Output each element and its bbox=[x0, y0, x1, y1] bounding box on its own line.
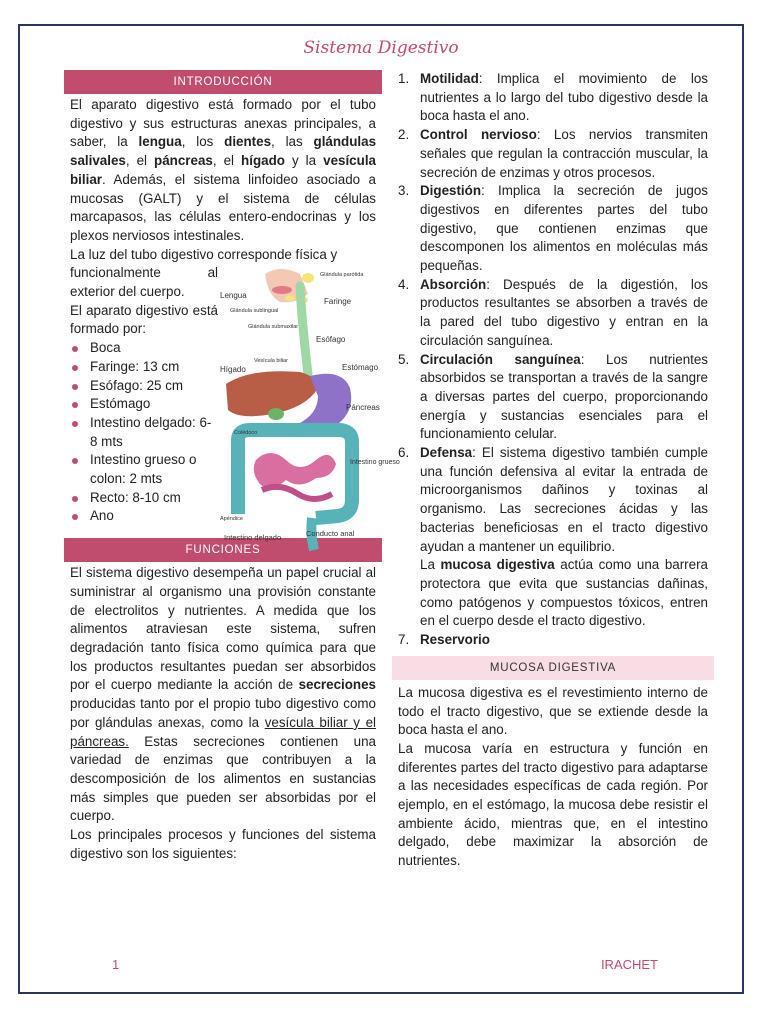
intro-formed-by: El aparato digestivo está formado por: bbox=[70, 302, 218, 337]
small-intestine-shape bbox=[254, 453, 336, 488]
label-lengua: Lengua bbox=[220, 291, 247, 301]
left-column bbox=[70, 70, 400, 863]
tongue-shape bbox=[272, 286, 292, 294]
label-faringe: Faringe bbox=[324, 297, 352, 307]
section-heading-mucosa: MUCOSA DIGESTIVA bbox=[392, 656, 714, 680]
right-column bbox=[398, 70, 708, 871]
list-item: 6. Defensa: El sistema digestivo también cumple una función defensiva al evitar la entrada de microorganismos dañinos y toxinas al organismo. Las secreciones ácidas y las bacterias beneficiosas en el tracto digestivo ayudan a mantener un equilibrio. bbox=[398, 445, 708, 554]
mucosa-paragraph-1: La mucosa digestiva es el revestimiento interno de todo el tracto digestivo, que se extiende desde la boca hasta el ano. bbox=[398, 684, 708, 738]
section-heading-introduccion: INTRODUCCIÓN bbox=[64, 70, 382, 94]
funciones-paragraph: El sistema digestivo desempeña un papel crucial al suministrar al organismo una provisión constante de electrolitos y nutrientes. A medida que los alimentos atraviesan este sistema, sufren degradación tanto física como química para que los productos resultantes puedan ser absorbidos por el cuerpo mediante la acción de secreciones producidas tanto por el propio tubo digestivo como por glándulas anexas, como la vesícula biliar y el páncreas. Estas secreciones contienen una variedad de enzimas que contribuyen a la descomposición de los alimentos en sustancias más simples que pueden ser absorbidas por el cuerpo. bbox=[70, 565, 376, 824]
list-item: Intestino delgado: 6-8 mts bbox=[70, 414, 218, 451]
label-estomago: Estómago bbox=[342, 363, 379, 373]
label-conducto-anal: Conducto anal bbox=[306, 529, 355, 539]
label-parotida: Glándula parótida bbox=[320, 272, 364, 279]
list-item: Estómago bbox=[70, 395, 218, 414]
list-item: 4. Absorción: Después de la digestión, los productos resultantes se absorben a través de la pared del tubo digestivo y entran en la circulación sanguínea. bbox=[398, 276, 708, 348]
label-higado: Hígado bbox=[220, 365, 246, 375]
label-intestino-grueso: Intestino grueso bbox=[350, 459, 400, 467]
label-coledoco: Colédoco bbox=[234, 430, 258, 437]
label-esofago: Esófago bbox=[316, 335, 346, 345]
list-item: Ano bbox=[70, 507, 218, 526]
small-intestine-loop bbox=[262, 487, 332, 499]
list-item: Boca bbox=[70, 339, 218, 358]
document-title: Sistema Digestivo bbox=[303, 38, 459, 58]
list-item: Faringe: 13 cm bbox=[70, 358, 218, 377]
list-item: 7. Reservorio bbox=[398, 632, 490, 648]
label-sublingual: Glándula sublingual bbox=[230, 308, 279, 315]
intro-lumen-line: La luz del tubo digestivo corresponde física y bbox=[70, 246, 338, 262]
functions-list bbox=[398, 70, 708, 556]
section-heading-funciones: FUNCIONES bbox=[64, 538, 382, 562]
digestive-system-illustration bbox=[220, 264, 400, 556]
intro-paragraph: El aparato digestivo está formado por el tubo digestivo y sus estructuras anexas principales, a saber, la lengua, los dientes, las glándulas salivales, el páncreas, el hígado y la vesícula biliar. Además, el sistema linfoideo asociado a mucosas (GALT) y el sistema de células marcapasos, las células entero-endocrinas y los plexos nerviosos intestinales. bbox=[70, 97, 377, 243]
document-page bbox=[18, 24, 744, 994]
mucosa-paragraph-2: La mucosa varía en estructura y función en diferentes partes del tracto digestivo para adaptarse a las necesidades específicas de cada región. Por ejemplo, en el estómago, la mucosa debe resistir el ambiente ácido, mientras que, en el intestino delgado, debe maximizar la absorción de nutrientes. bbox=[398, 740, 708, 869]
label-apendice: Apéndice bbox=[220, 516, 243, 523]
list-item: Esófago: 25 cm bbox=[70, 377, 218, 396]
parotid-gland-shape bbox=[302, 273, 314, 283]
list-item: 5. Circulación sanguínea: Los nutrientes absorbidos se transportan a través de la sangre a diversas partes del cuerpo, proporcionando energía y sustancias esenciales para el funcionamiento celular. bbox=[398, 351, 708, 442]
intro-lumen-cont: funcionalmente al exterior del cuerpo. bbox=[70, 265, 218, 300]
sublingual-gland-shape bbox=[285, 295, 295, 301]
page-number: 1 bbox=[112, 957, 120, 972]
list-item: Intestino grueso o colon: 2 mts bbox=[70, 451, 218, 488]
intro-figure-block bbox=[70, 264, 400, 543]
author-name: IRACHET bbox=[600, 957, 658, 972]
organ-list bbox=[70, 339, 218, 526]
label-vesicula: Vesícula biliar bbox=[254, 358, 288, 365]
label-pancreas: Páncreas bbox=[346, 403, 380, 413]
label-intestino-delgado: Intestino delgado bbox=[224, 533, 282, 543]
list-item: Recto: 8-10 cm bbox=[70, 489, 218, 508]
funciones-intro-list: Los principales procesos y funciones del sistema digestivo son los siguientes: bbox=[70, 827, 376, 861]
list-item: 2. Control nervioso: Los nervios transmiten señales que regulan la contracción muscular, la secreción de enzimas y otros procesos. bbox=[398, 127, 708, 180]
defensa-mucosa-paragraph: La mucosa digestiva actúa como una barrera protectora que evita que sustancias dañinas, como patógenos y compuestos tóxicos, entren en el cuerpo desde el tracto digestivo. bbox=[420, 557, 708, 629]
list-item: 1. Motilidad: Implica el movimiento de los nutrientes a lo largo del tubo digestivo desde la boca hasta el ano. bbox=[398, 71, 708, 124]
functions-list-end bbox=[398, 631, 708, 650]
label-submaxilar: Glándula submaxilar bbox=[248, 324, 299, 331]
gallbladder-shape bbox=[268, 408, 284, 420]
list-item: 3. Digestión: Implica la secreción de jugos digestivos en diferentes partes del tubo digestivo, que contienen enzimas que descomponen los alimentos en moléculas más pequeñas. bbox=[398, 183, 708, 274]
